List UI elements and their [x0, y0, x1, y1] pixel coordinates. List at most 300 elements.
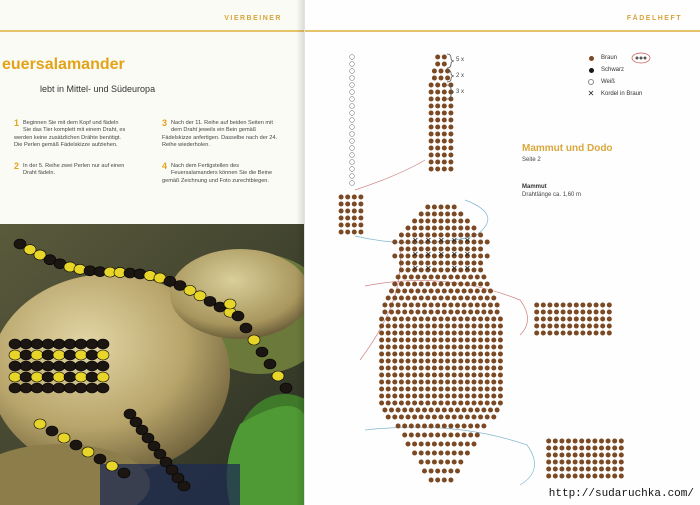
brown-bead [475, 310, 480, 315]
brown-bead [439, 345, 444, 350]
brown-bead [455, 408, 460, 413]
brown-bead [422, 408, 427, 413]
brown-bead [432, 76, 437, 81]
brown-bead [465, 415, 470, 420]
brown-bead [399, 324, 404, 329]
brown-bead [345, 209, 350, 214]
brown-bead [392, 387, 397, 392]
section-subtitle: Mammut [522, 184, 547, 190]
brown-bead [586, 439, 591, 444]
brown-bead [445, 401, 450, 406]
brown-bead [465, 219, 470, 224]
brown-bead [429, 433, 434, 438]
brown-bead [419, 233, 424, 238]
brown-bead [481, 310, 486, 315]
brown-bead [392, 352, 397, 357]
brown-bead [399, 247, 404, 252]
brown-bead [491, 352, 496, 357]
brown-bead [541, 303, 546, 308]
black-bead [232, 311, 244, 321]
brown-bead [458, 366, 463, 371]
brown-bead [379, 394, 384, 399]
brown-bead [442, 289, 447, 294]
brown-bead [435, 469, 440, 474]
black-bead [9, 383, 21, 393]
brown-bead [462, 424, 467, 429]
brown-bead [415, 275, 420, 280]
brown-bead [485, 345, 490, 350]
brown-bead [432, 451, 437, 456]
brown-bead [478, 261, 483, 266]
brown-bead [491, 373, 496, 378]
brown-bead [607, 317, 612, 322]
brown-bead [392, 296, 397, 301]
brown-bead [425, 387, 430, 392]
black-bead [94, 454, 106, 464]
brown-bead [412, 219, 417, 224]
brown-bead [445, 205, 450, 210]
brown-bead [465, 345, 470, 350]
brown-bead [432, 338, 437, 343]
brown-bead [442, 139, 447, 144]
brown-bead [445, 442, 450, 447]
brown-bead [612, 467, 617, 472]
brown-bead [445, 331, 450, 336]
brown-bead [389, 303, 394, 308]
brown-bead [386, 401, 391, 406]
brown-bead [458, 394, 463, 399]
brown-bead [488, 303, 493, 308]
black-bead [64, 372, 76, 382]
cord-cross-mark: ✕ [425, 250, 432, 259]
black-bead [42, 383, 54, 393]
brown-bead [606, 474, 611, 479]
black-bead-icon [589, 68, 594, 73]
yellow-bead [9, 372, 21, 382]
brown-bead [619, 460, 624, 465]
brown-bead [406, 268, 411, 273]
brown-bead [442, 275, 447, 280]
brown-bead [465, 317, 470, 322]
brown-bead [419, 219, 424, 224]
brown-bead [396, 408, 401, 413]
brown-bead [339, 209, 344, 214]
brown-bead [448, 125, 453, 130]
instruction-step-2 [14, 163, 126, 178]
brown-bead [432, 233, 437, 238]
brown-bead [406, 359, 411, 364]
brown-bead [435, 167, 440, 172]
brown-bead [498, 387, 503, 392]
brown-bead [458, 240, 463, 245]
brown-bead [386, 352, 391, 357]
brown-bead [488, 310, 493, 315]
brown-bead [586, 474, 591, 479]
brown-bead [599, 453, 604, 458]
brown-bead [546, 460, 551, 465]
brown-bead [419, 373, 424, 378]
brown-bead [553, 446, 558, 451]
brown-bead [594, 303, 599, 308]
brown-bead [619, 446, 624, 451]
white-bead [350, 97, 355, 102]
brown-bead [491, 331, 496, 336]
black-bead [20, 350, 32, 360]
brown-bead [566, 453, 571, 458]
brown-bead [547, 303, 552, 308]
yellow-bead [31, 372, 43, 382]
brown-bead [419, 415, 424, 420]
brown-bead [412, 380, 417, 385]
brown-bead [599, 446, 604, 451]
brown-bead [345, 223, 350, 228]
brown-bead [382, 310, 387, 315]
cross-icon: ✕ [587, 89, 595, 98]
brown-bead [458, 352, 463, 357]
brown-bead [547, 331, 552, 336]
step-text: Beginnen Sie mit dem Kopf und fädeln Sie das Tier komplett mit einem Draht, es werden keine zusätzlichen Drähte benötigt. Die Perlen gemäß Fädelskizze aufziehen. [14, 120, 126, 148]
brown-bead [612, 446, 617, 451]
brown-bead [534, 317, 539, 322]
brown-bead [452, 460, 457, 465]
brown-bead [435, 111, 440, 116]
brown-bead [455, 424, 460, 429]
brown-bead [612, 474, 617, 479]
brown-bead [358, 230, 363, 235]
brown-bead [491, 394, 496, 399]
brown-bead [419, 338, 424, 343]
brown-bead [406, 254, 411, 259]
brown-bead [580, 317, 585, 322]
brown-bead [592, 453, 597, 458]
brown-bead [485, 240, 490, 245]
brown-bead [399, 331, 404, 336]
brown-bead [429, 153, 434, 158]
white-bead [350, 76, 355, 81]
brown-bead [561, 310, 566, 315]
brown-bead [448, 310, 453, 315]
brown-bead [498, 359, 503, 364]
brown-bead [439, 442, 444, 447]
brown-bead [406, 401, 411, 406]
brown-bead [445, 366, 450, 371]
brown-bead [432, 324, 437, 329]
brown-bead [425, 460, 430, 465]
brown-bead [559, 460, 564, 465]
brown-bead [475, 424, 480, 429]
brown-bead [419, 442, 424, 447]
brown-bead [606, 446, 611, 451]
brown-bead [566, 460, 571, 465]
brown-bead [415, 408, 420, 413]
black-bead [20, 372, 32, 382]
brown-bead [458, 338, 463, 343]
brown-bead [439, 324, 444, 329]
brown-bead [458, 233, 463, 238]
brown-bead [419, 296, 424, 301]
brown-bead [392, 380, 397, 385]
brown-bead [491, 345, 496, 350]
brown-bead [399, 352, 404, 357]
brown-bead [392, 338, 397, 343]
brown-bead [439, 76, 444, 81]
brown-bead [472, 380, 477, 385]
brown-bead [478, 359, 483, 364]
brown-bead [442, 167, 447, 172]
brown-bead [547, 310, 552, 315]
brown-bead [594, 331, 599, 336]
brown-bead [439, 401, 444, 406]
brown-bead [442, 97, 447, 102]
brown-bead [600, 324, 605, 329]
brown-bead [419, 268, 424, 273]
brown-bead [358, 223, 363, 228]
brown-bead [452, 345, 457, 350]
brown-bead [412, 226, 417, 231]
brown-bead [478, 366, 483, 371]
step-text: Nach der 11. Reihe auf beiden Seiten mit dem Draht jeweils ein Bein gemäß Fädelskizze anfertigen. Dasselbe nach der 24. Reihe wiederholen. [162, 120, 278, 148]
white-bead [350, 125, 355, 130]
brown-bead [458, 261, 463, 266]
brown-bead [339, 202, 344, 207]
right-page [305, 0, 700, 505]
black-bead [42, 350, 54, 360]
brown-bead [412, 352, 417, 357]
brown-bead [412, 451, 417, 456]
brown-bead [435, 275, 440, 280]
brown-bead [594, 324, 599, 329]
brown-bead [392, 345, 397, 350]
black-bead [9, 361, 21, 371]
black-bead [42, 339, 54, 349]
black-bead [86, 372, 98, 382]
salamander-photo [0, 224, 304, 505]
brown-bead [425, 373, 430, 378]
brown-bead [399, 394, 404, 399]
black-bead [64, 350, 76, 360]
brown-bead-icon [589, 56, 594, 61]
brown-bead [491, 359, 496, 364]
brown-bead [452, 338, 457, 343]
brown-bead [586, 453, 591, 458]
brown-bead [412, 359, 417, 364]
brown-bead [425, 296, 430, 301]
brown-bead [458, 359, 463, 364]
brown-bead [432, 226, 437, 231]
brown-bead [472, 442, 477, 447]
brown-bead [452, 415, 457, 420]
brown-bead [429, 118, 434, 123]
brown-bead [345, 202, 350, 207]
brown-bead [429, 478, 434, 483]
black-bead [14, 239, 26, 249]
brown-bead [448, 289, 453, 294]
brown-bead [445, 387, 450, 392]
brown-bead [547, 317, 552, 322]
brown-bead [406, 317, 411, 322]
brown-bead [409, 303, 414, 308]
brown-bead [445, 359, 450, 364]
brown-bead [452, 387, 457, 392]
brown-bead [587, 303, 592, 308]
step-text: In der 5. Reihe zwei Perlen nur auf einen Draht fädeln. [23, 163, 125, 177]
brown-bead [448, 139, 453, 144]
brown-bead [541, 317, 546, 322]
white-bead [350, 55, 355, 60]
brown-bead [399, 359, 404, 364]
brown-bead [396, 424, 401, 429]
brown-bead [472, 394, 477, 399]
brown-bead [429, 139, 434, 144]
brown-bead [559, 467, 564, 472]
brown-bead [448, 424, 453, 429]
brown-bead [392, 331, 397, 336]
brown-bead [452, 366, 457, 371]
brown-bead [429, 90, 434, 95]
brown-bead [458, 442, 463, 447]
brown-bead [478, 296, 483, 301]
brown-bead [409, 408, 414, 413]
brown-bead [435, 83, 440, 88]
brown-bead [468, 303, 473, 308]
brown-bead [429, 275, 434, 280]
brown-bead [386, 324, 391, 329]
brown-bead [425, 442, 430, 447]
brown-bead [406, 233, 411, 238]
brown-bead [573, 446, 578, 451]
cord-cross-mark: ✕ [464, 236, 471, 245]
brown-bead [553, 467, 558, 472]
brown-bead [448, 132, 453, 137]
brown-bead [481, 408, 486, 413]
brown-bead [606, 467, 611, 472]
brown-bead [432, 212, 437, 217]
brown-bead [358, 195, 363, 200]
brown-bead [339, 230, 344, 235]
brown-bead [412, 387, 417, 392]
brown-bead [448, 167, 453, 172]
brown-bead [422, 424, 427, 429]
brown-bead [402, 303, 407, 308]
brown-bead [465, 451, 470, 456]
brown-bead [409, 289, 414, 294]
brown-bead [458, 380, 463, 385]
brown-bead [442, 104, 447, 109]
brown-bead [379, 401, 384, 406]
brown-bead [406, 338, 411, 343]
brown-bead [406, 282, 411, 287]
white-bead [350, 118, 355, 123]
brown-bead [452, 442, 457, 447]
brown-bead [392, 359, 397, 364]
brown-bead [485, 282, 490, 287]
brown-bead [472, 317, 477, 322]
brown-bead [425, 331, 430, 336]
brown-bead [462, 303, 467, 308]
brown-bead [419, 380, 424, 385]
brown-bead [402, 408, 407, 413]
cord-cross-mark: ✕ [451, 236, 458, 245]
brown-bead [462, 275, 467, 280]
brown-bead [546, 467, 551, 472]
black-bead [46, 426, 58, 436]
brown-bead [386, 296, 391, 301]
brown-bead [498, 380, 503, 385]
brown-bead [445, 219, 450, 224]
brown-bead [409, 310, 414, 315]
brown-bead [587, 324, 592, 329]
brown-bead [455, 469, 460, 474]
brown-bead [439, 338, 444, 343]
brown-bead [386, 345, 391, 350]
brown-bead [412, 442, 417, 447]
yellow-bead [75, 350, 87, 360]
brown-bead [345, 195, 350, 200]
brown-bead [465, 338, 470, 343]
brown-bead [458, 296, 463, 301]
brown-bead [358, 202, 363, 207]
brown-bead [432, 366, 437, 371]
brown-bead [592, 474, 597, 479]
black-bead [118, 468, 130, 478]
black-bead [64, 361, 76, 371]
brown-bead [352, 202, 357, 207]
brown-bead [455, 433, 460, 438]
brown-bead [429, 424, 434, 429]
brown-bead [498, 317, 503, 322]
brown-bead [435, 55, 440, 60]
brown-bead [386, 380, 391, 385]
brown-bead [491, 366, 496, 371]
yellow-bead [53, 350, 65, 360]
brown-bead [399, 401, 404, 406]
brown-bead [432, 415, 437, 420]
brown-bead [478, 373, 483, 378]
brown-bead [399, 380, 404, 385]
brown-bead [472, 373, 477, 378]
brown-bead [382, 303, 387, 308]
brown-bead [573, 439, 578, 444]
brown-bead [402, 433, 407, 438]
brown-bead [452, 205, 457, 210]
brown-bead [587, 310, 592, 315]
brown-bead [478, 324, 483, 329]
brown-bead [406, 373, 411, 378]
brown-bead [429, 104, 434, 109]
brown-bead [352, 230, 357, 235]
brown-bead [406, 296, 411, 301]
brown-bead [429, 289, 434, 294]
brown-bead [472, 331, 477, 336]
brown-bead [606, 453, 611, 458]
brown-bead [599, 439, 604, 444]
brown-bead [567, 317, 572, 322]
brown-bead [429, 303, 434, 308]
brown-bead [392, 324, 397, 329]
brown-bead [485, 394, 490, 399]
brown-bead [439, 359, 444, 364]
brown-bead [412, 317, 417, 322]
brown-bead [425, 451, 430, 456]
brown-bead [432, 282, 437, 287]
brown-bead [429, 310, 434, 315]
brown-bead [547, 324, 552, 329]
brown-bead [458, 254, 463, 259]
brown-bead [541, 324, 546, 329]
brown-bead [425, 366, 430, 371]
brown-bead [399, 233, 404, 238]
black-bead [75, 339, 87, 349]
